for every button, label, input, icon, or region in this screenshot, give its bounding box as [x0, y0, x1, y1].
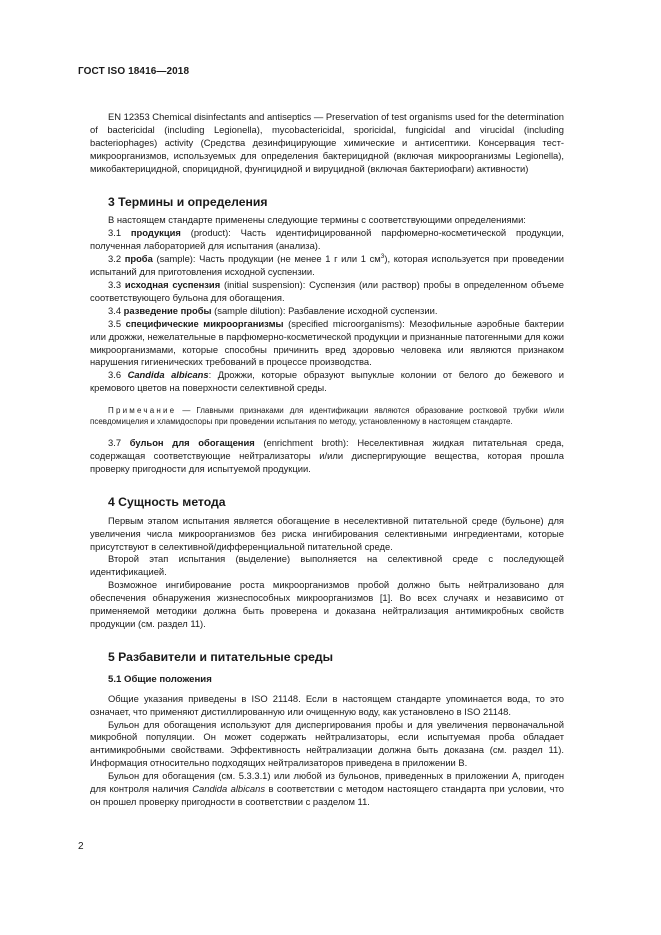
section-5-title: 5 Разбавители и питательные среды [108, 649, 334, 664]
page-number: 2 [78, 841, 84, 852]
term-3-6: 3.6 Candida albicans: Дрожжи, которые образуют выпуклые колонии от белого до бежевого и кремового цветов на поверхности селективной среды. [90, 369, 564, 394]
term-3-1: 3.1 продукция (product): Часть идентифицированной парфюмерно-косметической продукции, полученная лабораторией для испытания (анализа). [90, 227, 565, 252]
page-body [90, 111, 564, 809]
term-3-3: 3.3 исходная суспензия (initial suspension): Суспензия (или раствор) пробы в определенном объеме соответствующего бульона для обогащения. [90, 278, 564, 303]
term-3-2: 3.2 проба (sample): Часть продукции (не менее 1 г или 1 $см^3$), которая используется при проведении испытаний для приготовления исходной суспензии. [90, 253, 564, 278]
section-3-title: 3 Термины и определения [108, 194, 268, 209]
term-3-4: 3.4 разведение пробы (sample dilution): Разбавление исходной суспензии. [108, 304, 438, 316]
section-5-1-p3: Бульон для обогащения (см. 5.3.3.1) или любой из бульонов, приведенных в приложении А, пригоден для контроля наличия Candida albicans в соответствии с методом настоящего стандарта при условии, что он прошел проверку пригодности в соответствии с разделом 11. [90, 770, 564, 807]
ref-en12353: EN 12353 Chemical disinfectants and antiseptics — Preservation of test organisms used for the determination of bactericidal (including Legionella), mycobactericidal, sporicidal, fungicidal and virucidal (including bacteriophages) activity (Средства дезинфицирующие химические и антисептики. Консервация тест-микроорганизмов, используемых для определения бактерицидной (включая микроорганизмы Legionella), микобактерицидной, спорицидной, фунгицидной и вируцидной (включая бактериофаги) активности) [90, 111, 564, 174]
section-4-p2: Второй этап испытания (выделение) выполняется на селективной среде с последующей идентификацией. [90, 553, 564, 578]
section-4-p3: Возможное ингибирование роста микроорганизмов пробой должно быть нейтрализовано для обеспечения обнаружения жизнеспособных микроорганизмов [1]. Во всех случаях и независимо от применяемой методики должна быть проверена и доказана нейтрализация антимикробных свойств продукции (см. раздел 11). [90, 579, 564, 629]
subsection-5-1-title: 5.1 Общие положения [108, 673, 212, 685]
term-3-7: 3.7 бульон для обогащения (enrichment broth): Неселективная жидкая питательная среда, содержащая соответствующие нейтрализаторы и/или диспергирующие вещества, которая прошла проверку пригодности для испытуемой продукции. [90, 437, 564, 474]
section-3-lead: В настоящем стандарте применены следующие термины с соответствующими определениями: [108, 214, 526, 226]
section-5-1-p1: Общие указания приведены в ISO 21148. Если в настоящем стандарте упоминается вода, то это означает, что применяют дистиллированную или очищенную воду, как установлено в ISO 21148. [90, 692, 564, 717]
section-5-1-p2: Бульон для обогащения используют для диспергирования пробы и для увеличения первоначальной микробной популяции. Он может содержать нейтрализаторы, если испытуемая проба обладает антимикробными свойствами. Эффективность нейтрализации должна быть доказана (см. раздел 11). Информация относительно подходящих нейтрализаторов приведена в приложении В. [90, 718, 564, 769]
note-3-6: Примечание — Главными признаками для идентификации являются образование ростковой трубки и/или псевдомицелия и хламидоспоры при проведении испытания по методу, установленному в настоящем стандарте. [90, 406, 564, 427]
section-4-p1: Первым этапом испытания является обогащение в неселективной питательной среде (бульоне) для увеличения числа микроорганизмов без риска ингибирования селективными ингредиентами, которые присутствуют в селективной/дифференциальной питательной среде. [90, 514, 564, 552]
document-header: ГОСТ ISO 18416—2018 [78, 66, 190, 77]
section-4-title: 4 Сущность метода [108, 494, 226, 509]
term-3-5: 3.5 специфические микроорганизмы (specified microorganisms): Мезофильные аэробные бактерии или дрожжи, нежелательные в парфюмерно-косметической продукции и признанные патогенными для кожи микроорганизмами, которые способны причинить вред здоровью человека или являются признаком нарушения гигиенических требований в процессе производства. [90, 317, 565, 368]
